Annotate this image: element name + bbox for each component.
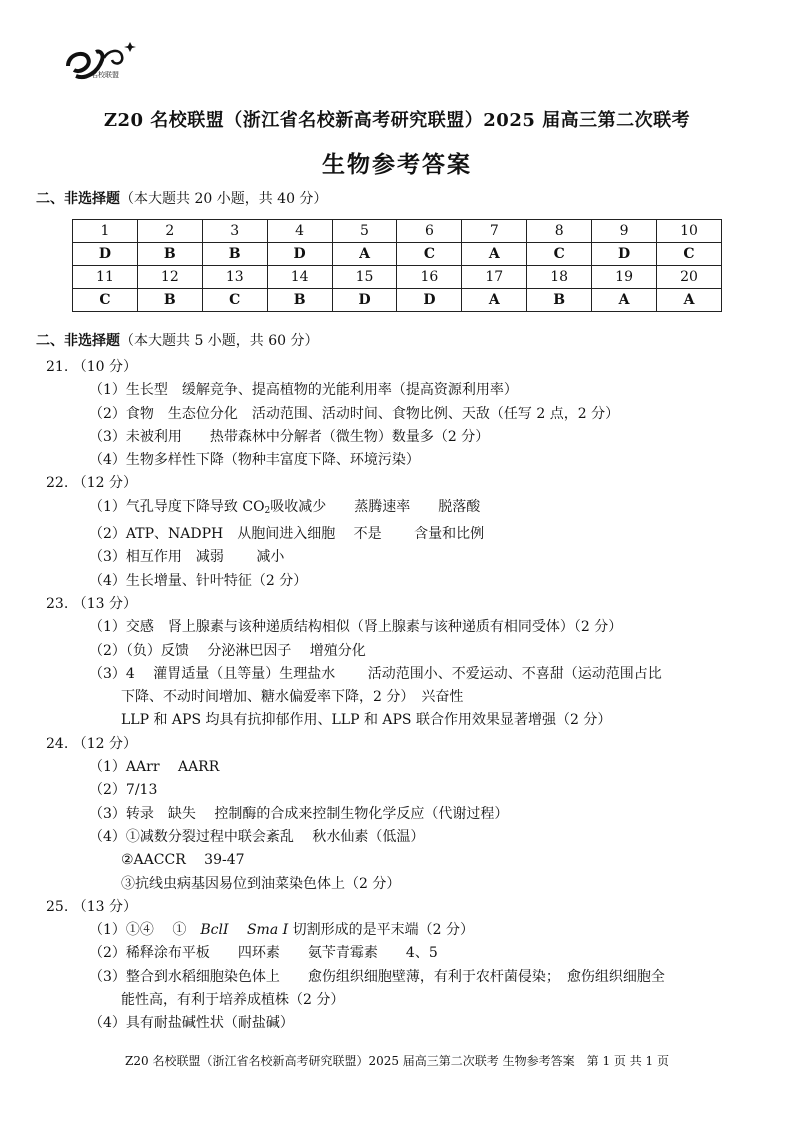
co2-subscript: 2 <box>264 505 271 516</box>
answer-cell: B <box>267 289 332 312</box>
answer-cell: C <box>657 243 722 266</box>
table-row <box>73 289 722 312</box>
enzyme-name: BclI <box>200 922 229 939</box>
answer-cell: A <box>592 289 657 312</box>
question-number-cell: 15 <box>332 266 397 289</box>
question-number-cell: 3 <box>202 220 267 243</box>
q21-answer-2: （2）食物 生态位分化 活动范围、活动时间、食物比例、天敌（任写 2 点，2 分） <box>89 405 620 422</box>
answer-cell: A <box>332 243 397 266</box>
table-row <box>73 243 722 266</box>
question-number-cell: 4 <box>267 220 332 243</box>
question-number-cell: 11 <box>73 266 138 289</box>
table-row <box>73 220 722 243</box>
q22-answer-2: （2）ATP、NADPH 从胞间进入细胞 不是 含量和比例 <box>89 526 485 543</box>
answer-cell: D <box>592 243 657 266</box>
answer-cell: A <box>657 289 722 312</box>
q22-answer-1-part: （1）气孔导度下降导致 CO <box>89 498 265 515</box>
answer-cell: D <box>332 289 397 312</box>
answer-cell: B <box>202 243 267 266</box>
question-number-cell: 8 <box>527 220 592 243</box>
q25-answer-3-cont: 能性高，有利于培养成植株（2 分） <box>121 992 345 1009</box>
question-number-cell: 12 <box>137 266 202 289</box>
answer-cell: B <box>527 289 592 312</box>
question-number-cell: 16 <box>397 266 462 289</box>
answer-cell: C <box>527 243 592 266</box>
q24-answer-4: （4）①减数分裂过程中联会紊乱 秋水仙素（低温） <box>89 828 425 845</box>
question-22-head: 22. （12 分） <box>46 475 137 492</box>
question-21-head: 21. （10 分） <box>46 359 137 375</box>
page-subtitle: 生物参考答案 <box>322 151 472 178</box>
q24-answer-1: （1）AArr AARR <box>89 759 220 776</box>
answer-cell: D <box>267 243 332 266</box>
question-number-cell: 5 <box>332 220 397 243</box>
question-number-cell: 7 <box>462 220 527 243</box>
answer-cell: A <box>462 289 527 312</box>
question-24-head: 24. （12 分） <box>46 735 137 752</box>
section-label: 二、非选择题 <box>36 191 120 207</box>
answer-cell: B <box>137 289 202 312</box>
page-title: Z20 名校联盟（浙江省名校新高考研究联盟）2025 届高三第二次联考 <box>103 110 691 131</box>
q24-answer-4-cont2: ③抗线虫病基因易位到油菜染色体上（2 分） <box>121 875 401 892</box>
section-desc: （本大题共 20 小题，共 40 分） <box>120 191 328 207</box>
q22-answer-4: （4）生长增量、针叶特征（2 分） <box>89 572 308 589</box>
q21-answer-1: （1）生长型 缓解竞争、提高植物的光能利用率（提高资源利用率） <box>89 382 518 399</box>
table-row <box>73 266 722 289</box>
section-heading-1 <box>36 188 327 208</box>
question-number-cell: 2 <box>137 220 202 243</box>
answer-cell: D <box>397 289 462 312</box>
q21-answer-4: （4）生物多样性下降（物种丰富度下降、环境污染） <box>89 452 420 469</box>
question-25-head: 25. （13 分） <box>46 898 137 915</box>
answer-cell: C <box>202 289 267 312</box>
q22-answer-3: （3）相互作用 减弱 减小 <box>89 549 285 566</box>
q23-answer-3-cont2: LLP 和 APS 均具有抗抑郁作用、LLP 和 APS 联合作用效果显著增强（2 分） <box>121 712 612 729</box>
q25-answer-1-part: 切割形成的是平末端（2 分） <box>288 922 474 939</box>
enzyme-name: Sma I <box>246 922 289 939</box>
answer-cell: C <box>397 243 462 266</box>
section-heading-2 <box>36 330 319 350</box>
question-number-cell: 19 <box>592 266 657 289</box>
q25-answer-2: （2）稀释涂布平板 四环素 氨苄青霉素 4、5 <box>89 945 438 962</box>
q24-answer-2: （2）7/13 <box>89 782 158 799</box>
answer-cell: A <box>462 243 527 266</box>
answer-cell: D <box>73 243 138 266</box>
q25-answer-1 <box>46 919 756 942</box>
answers-content <box>46 356 756 1036</box>
q24-answer-3: （3）转录 缺失 控制酶的合成来控制生物化学反应（代谢过程） <box>89 805 509 822</box>
question-number-cell: 18 <box>527 266 592 289</box>
question-number-cell: 9 <box>592 220 657 243</box>
page-footer: Z20 名校联盟（浙江省名校新高考研究联盟）2025 届高三第二次联考 生物参考答案 第 1 页 共 1 页 <box>125 1054 669 1068</box>
question-number-cell: 1 <box>73 220 138 243</box>
question-number-cell: 10 <box>657 220 722 243</box>
answer-table <box>72 219 722 312</box>
q23-answer-1: （1）交感 肾上腺素与该种递质结构相似（肾上腺素与该种递质有相同受体）（2 分） <box>89 619 623 636</box>
q22-answer-1-part: 吸收减少 蒸腾速率 脱落酸 <box>270 498 481 515</box>
q25-answer-4: （4）具有耐盐碱性状（耐盐碱） <box>89 1015 294 1032</box>
question-number-cell: 13 <box>202 266 267 289</box>
question-23-head: 23. （13 分） <box>46 595 137 612</box>
q23-answer-3: （3）4 灌胃适量（且等量）生理盐水 活动范围小、不爱运动、不喜甜（运动范围占比 <box>89 665 662 682</box>
section-desc: （本大题共 5 小题，共 60 分） <box>120 333 319 349</box>
answer-cell: C <box>73 289 138 312</box>
logo-text: 名校联盟 <box>91 71 119 79</box>
question-number-cell: 6 <box>397 220 462 243</box>
q25-answer-1-part: （1）①④ ① <box>89 922 201 939</box>
answer-cell: B <box>137 243 202 266</box>
q24-answer-4-cont: ②AACCR 39-47 <box>121 852 245 869</box>
question-number-cell: 17 <box>462 266 527 289</box>
q23-answer-2: （2）（负）反馈 分泌淋巴因子 增殖分化 <box>89 642 366 659</box>
spacer <box>229 922 247 938</box>
q25-answer-3: （3）整合到水稻细胞染色体上 愈伤组织细胞壁薄，有利于农杆菌侵染； 愈伤组织细胞全 <box>89 968 665 985</box>
question-number-cell: 20 <box>657 266 722 289</box>
q23-answer-3-cont: 下降、不动时间增加、糖水偏爱率下降，2 分） 兴奋性 <box>121 689 464 706</box>
q21-answer-3: （3）未被利用 热带森林中分解者（微生物）数量多（2 分） <box>89 428 490 445</box>
section-label: 二、非选择题 <box>36 333 120 349</box>
q22-answer-1 <box>46 496 756 523</box>
question-number-cell: 14 <box>267 266 332 289</box>
